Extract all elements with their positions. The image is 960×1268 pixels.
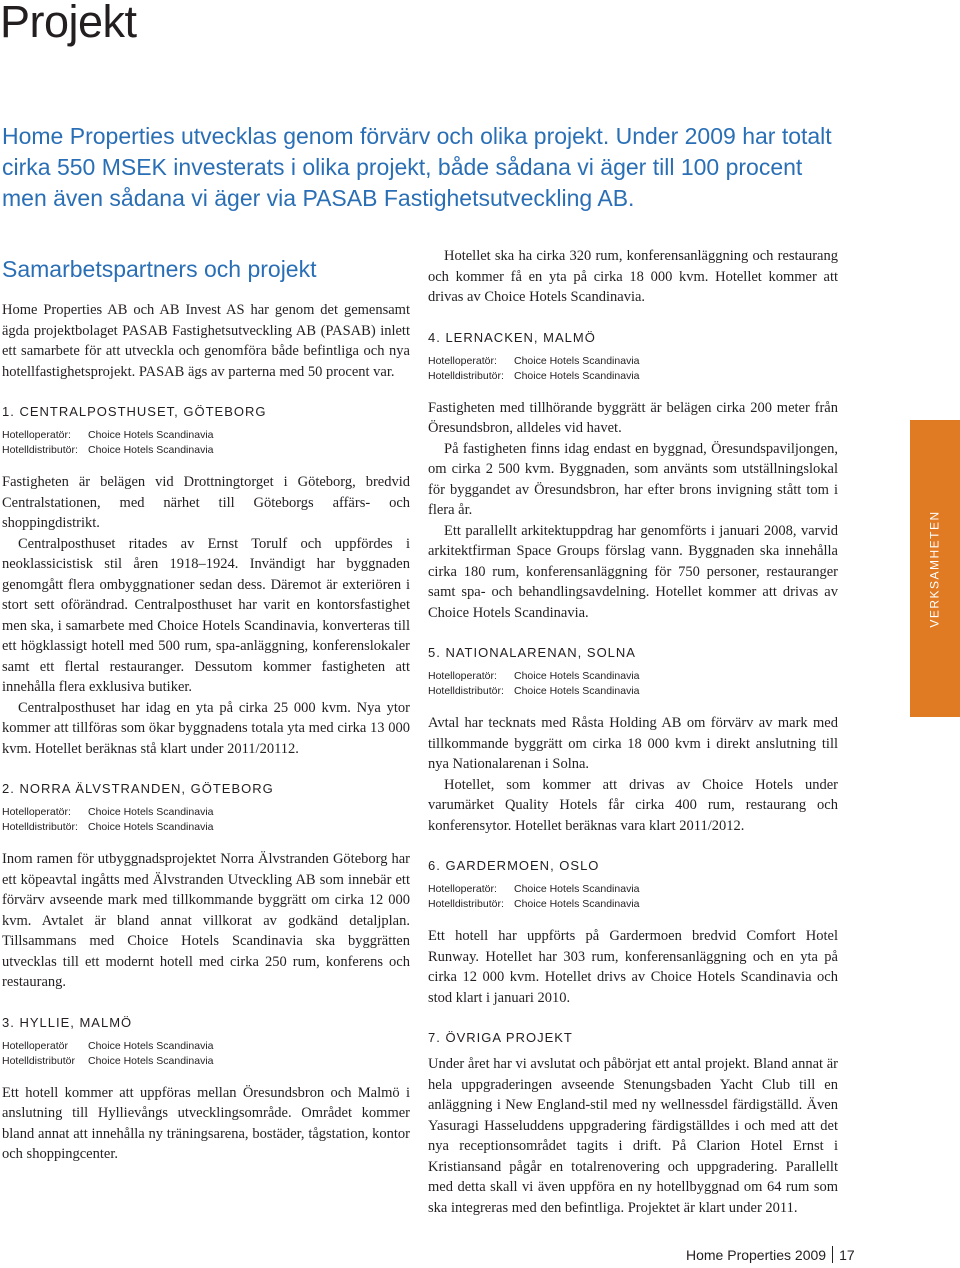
page-number: 17: [839, 1246, 855, 1263]
operator-label: Hotelloperatör:: [2, 806, 71, 818]
distributor-value: Choice Hotels Scandinavia: [514, 685, 640, 697]
project-1: [2, 404, 410, 759]
distributor-label: Hotelldistributör:: [428, 898, 504, 910]
paragraph: Ett parallellt arkitektuppdrag har genomförts i januari 2008, varvid arkitektfirman Space Groups förslag vann. Byggnaden ska innehålla cirka 180 rum, konferensanläggning för 750 personer, restauranger samt spa- och behandlingsavdelning. Hotellet kommer att drivas av Choice Hotels Scandinavia.: [428, 522, 838, 621]
paragraph: Centralposthuset har idag en yta på cirka 25 000 kvm. Nya ytor kommer att tillföras som ökar byggnadens totala yta med cirka 13 000 kvm. Hotellet beräknas stå klart under 2011/20112.: [2, 699, 410, 757]
paragraph: Avtal har tecknats med Råsta Holding AB om förvärv av mark med tillkommande byggrätt om cirka 18 000 kvm i direkt anslutning till nya Nationalarenan i Solna.: [428, 715, 838, 772]
paragraph: Hotellet, som kommer att drivas av Choice Hotels under varumärket Quality Hotels får cirka 400 rum, restaurang och konferensytor. Hotellet beräknas vara klart 2011/2012.: [428, 776, 838, 834]
project-2: [2, 781, 410, 993]
right-column: [428, 246, 838, 1218]
distributor-value: Choice Hotels Scandinavia: [514, 369, 640, 382]
project-heading: 7. ÖVRIGA PROJEKT: [428, 1030, 573, 1045]
footer-publication: Home Properties 2009: [686, 1246, 827, 1263]
operator-value: Choice Hotels Scandinavia: [88, 1039, 214, 1052]
operator-value: Choice Hotels Scandinavia: [514, 670, 640, 682]
project-5: [428, 645, 838, 836]
project-heading: 5. NATIONALARENAN, SOLNA: [428, 645, 636, 660]
project-3: [2, 1015, 410, 1165]
project-4: [428, 330, 838, 624]
left-column: [2, 246, 410, 1165]
section-heading: Samarbetspartners och projekt: [2, 256, 317, 282]
project-heading: 4. LERNACKEN, MALMÖ: [428, 329, 596, 345]
distributor-label: Hotelldistributör:: [2, 821, 78, 833]
distributor-label: Hotelldistributör:: [428, 369, 504, 382]
operator-label: Hotelloperatör:: [428, 354, 497, 367]
lead-paragraph: Home Properties AB och AB Invest AS har genom det gemensamt ägda projektbolaget PASAB Fastighetsutveckling AB (PASAB) inlett ett samarbete för att utveckla och genomföra både befintliga och nya hotellfastighetsprojekt. PASAB ägs av parterna med 50 procent var.: [2, 302, 410, 380]
paragraph: Fastigheten med tillhörande byggrätt är belägen cirka 200 meter från Öresundsbron, alldeles vid havet.: [428, 399, 838, 436]
operator-label: Hotelloperatör:: [428, 670, 497, 682]
project-meta: [2, 805, 410, 835]
project-heading: 3. HYLLIE, MALMÖ: [2, 1014, 133, 1030]
project-meta: [2, 1039, 410, 1069]
project-meta: [2, 428, 410, 458]
distributor-label: Hotelldistributör:: [2, 444, 78, 456]
footer-divider: [832, 1246, 833, 1263]
distributor-label: Hotelldistributör:: [428, 685, 504, 697]
distributor-label: Hotelldistributör: [2, 1054, 75, 1067]
distributor-value: Choice Hotels Scandinavia: [514, 898, 640, 910]
paragraph: Ett hotell kommer att uppföras mellan Öresundsbron och Malmö i anslutning till Hyllievångs utvecklingsområde. Området kommer bland annat att innehålla ny träningsarena, bostäder, tågstation, kontor och shoppingcenter.: [2, 1084, 410, 1162]
distributor-value: Choice Hotels Scandinavia: [88, 444, 214, 456]
page-title: Projekt: [0, 0, 137, 47]
operator-label: Hotelloperatör:: [428, 883, 497, 895]
operator-value: Choice Hotels Scandinavia: [88, 806, 214, 818]
operator-label: Hotelloperatör: [2, 1039, 68, 1052]
operator-value: Choice Hotels Scandinavia: [514, 354, 640, 367]
paragraph: Centralposthuset ritades av Ernst Torulf och uppfördes i neoklassicistisk stil åren 1918–1924. Invändigt har byggnaden genomgått flera ombyggnationer sedan dess. Däremot är exteriören i stort sett oförändrad. Centralposthuset har varit en kontorsfastighet men ska, i samarbete med Choice Hotels Scandinavia, konverteras till ett högklassigt hotell med 500 rum, spa-anläggning, konferenslokaler samt ett flertal restauranger. Dessutom kommer fastigheten att innehålla flera exklusiva butiker.: [2, 535, 410, 695]
distributor-value: Choice Hotels Scandinavia: [88, 1054, 214, 1067]
paragraph: Inom ramen för utbyggnadsprojektet Norra Älvstranden Göteborg har ett köpeavtal ingåtts med Älvstranden Utveckling AB som innebär ett förvärv avseende mark med tillkommande byggrätt om cirka 12 000 kvm. Avtalet är bland annat villkorat av godkänd detaljplan. Tillsammans med Choice Hotels Scandinavia ska byggrätten utvecklas till ett modernt hotell med cirka 250 rum, konferens och restaurang.: [2, 851, 410, 990]
intro-text: Home Properties utvecklas genom förvärv och olika projekt. Under 2009 har totalt cirka 550 MSEK investerats i olika projekt, både sådana vi äger till 100 procent men även sådana vi äger via PASAB Fastighetsutveckling AB.: [2, 123, 832, 211]
paragraph: På fastigheten finns idag endast en byggnad, Öresundspaviljongen, om cirka 2 500 kvm. Byggnaden, som använts som utställningslokal för byggandet av Öresundsbron, har efter brons invigning stått tom i flera år.: [428, 440, 838, 518]
side-tab-label: VERKSAMHETEN: [928, 509, 943, 628]
operator-label: Hotelloperatör:: [2, 429, 71, 441]
project-heading: 1. CENTRALPOSTHUSET, GÖTEBORG: [2, 404, 267, 419]
project-6: [428, 858, 838, 1008]
project-7: [428, 1030, 838, 1218]
project-heading: 6. GARDERMOEN, OSLO: [428, 858, 600, 873]
paragraph: Fastigheten är belägen vid Drottningtorget i Göteborg, bredvid Centralstationen, med närhet till Göteborgs affärs- och shoppingdistrikt.: [2, 474, 410, 531]
operator-value: Choice Hotels Scandinavia: [88, 429, 214, 441]
project-meta: [428, 354, 838, 384]
paragraph: Ett hotell har uppförts på Gardermoen bredvid Comfort Hotel Runway. Hotellet har 303 rum, konferensanläggning och en yta på cirka 12 000 kvm. Hotellet drivs av Choice Hotels Scandinavia och stod klart i januari 2010.: [428, 928, 838, 1006]
page-footer: [686, 1246, 855, 1263]
project-meta: [428, 669, 838, 699]
project-heading: 2. NORRA ÄLVSTRANDEN, GÖTEBORG: [2, 781, 274, 796]
paragraph: Under året har vi avslutat och påbörjat ett antal projekt. Bland annat är hela uppgraderingen avseende Stenungsbaden Yacht Club till en anläggning i New England-stil med ny wellnessdel färdigställd. Även Yasuragi Hasseluddens uppgradering färdigställdes i och med att det nya receptionsområdet tagits i drift. På Clarion Hotel Ernst i Kristiansand pågår en totalrenovering och uppgradering. Parallellt med detta skall vi även uppföra en ny hotellbyggnad om 64 rum som ska integreras med den befintliga. Projektet är klart under 2011.: [428, 1056, 838, 1216]
project-meta: [428, 882, 838, 912]
paragraph: Hotellet ska ha cirka 320 rum, konferensanläggning och restaurang och kommer få en yta på cirka 18 000 kvm. Hotellet kommer att drivas av Choice Hotels Scandinavia.: [428, 248, 838, 305]
section-side-tab: [910, 420, 960, 717]
distributor-value: Choice Hotels Scandinavia: [88, 821, 214, 833]
operator-value: Choice Hotels Scandinavia: [514, 883, 640, 895]
